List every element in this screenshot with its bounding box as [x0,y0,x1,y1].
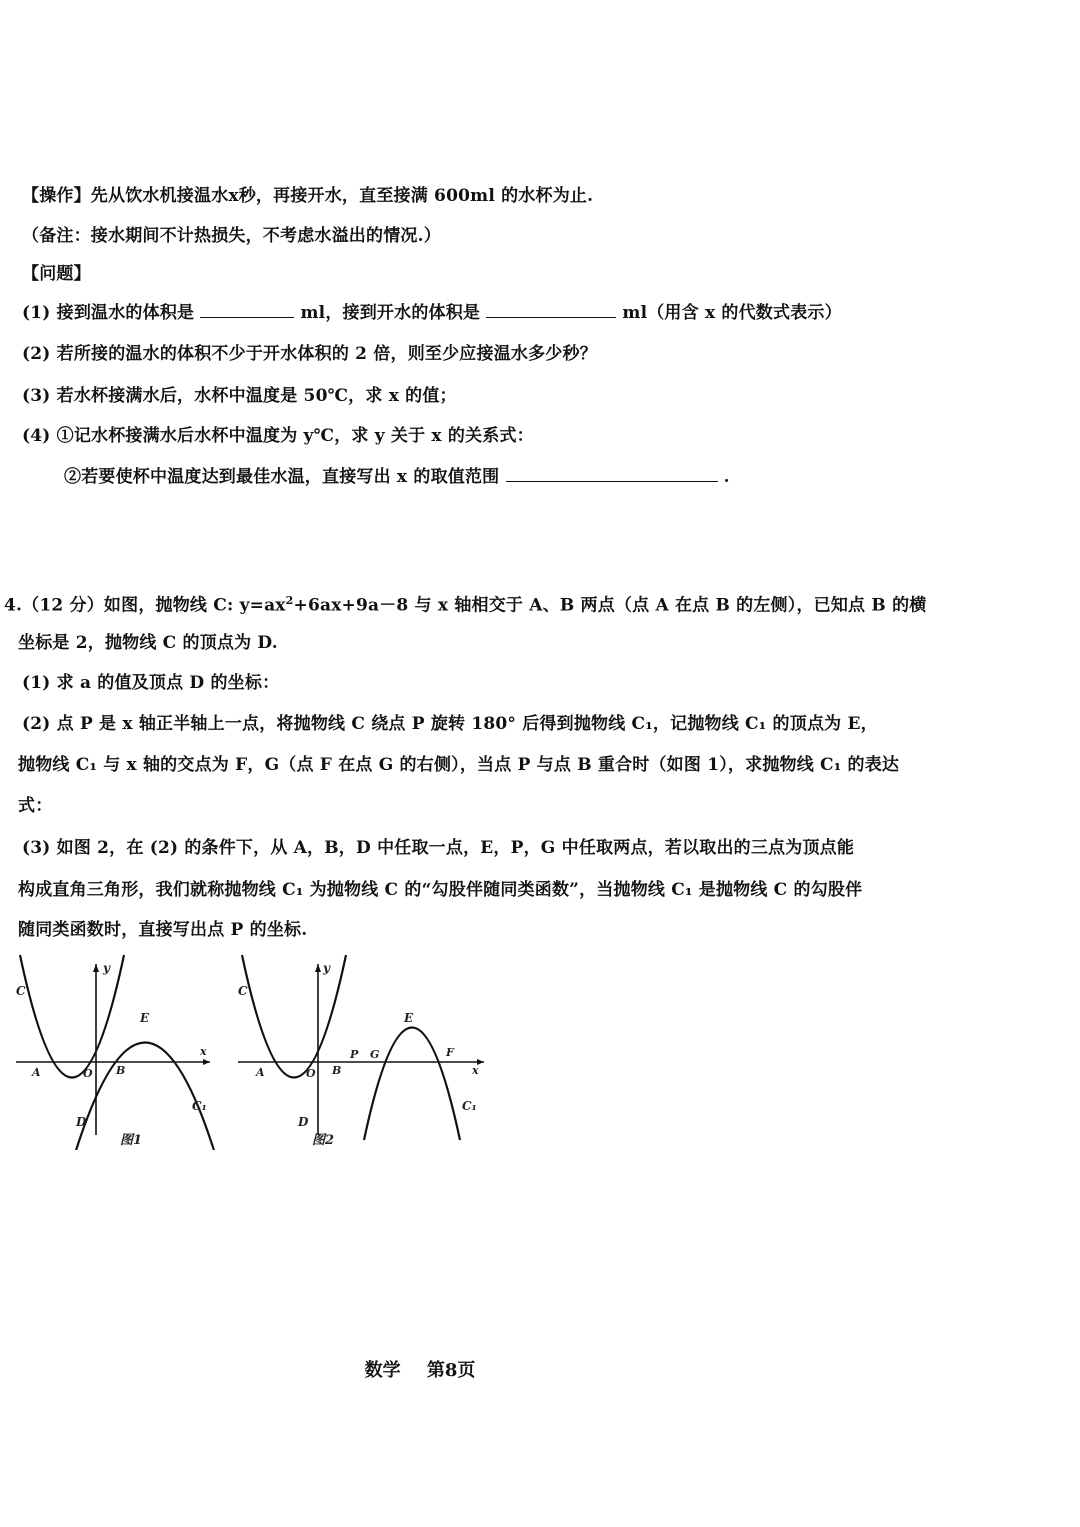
operation-text: 【操作】先从饮水机接温水x秒，再接开水，直至接满 600ml 的水杯为止. [22,186,594,206]
question-1 [22,301,842,325]
figure-2-caption: 图2 [312,1133,335,1148]
figure-1-caption: 图1 [120,1133,143,1148]
sub-question-1: (1) 求 a 的值及顶点 D 的坐标： [22,673,280,693]
p4-exponent: 2 [285,594,294,607]
question-4-2 [64,465,730,489]
q1-part-b: ml，接到开水的体积是 [300,303,481,323]
label-y: y [323,961,330,975]
sub-question-2-line1: (2) 点 P 是 x 轴正半轴上一点，将抛物线 C 绕点 P 旋转 180° 后得到抛物线 C₁，记抛物线 C₁ 的顶点为 E， [22,714,878,734]
label-b: B [116,1064,126,1077]
figure-1 [10,950,220,1154]
note-text: （备注：接水期间不计热损失，不考虑水溢出的情况.） [22,226,441,246]
sub-question-2-line2: 抛物线 C₁ 与 x 轴的交点为 F，G（点 F 在点 G 的右侧），当点 P 与点 B 重合时（如图 1），求抛物线 C₁ 的表达 [18,755,900,775]
q4-2-end: . [723,467,730,487]
question-header: 【问题】 [22,264,91,284]
p4-line1-a: 4.（12 分）如图，抛物线 C: y=ax [4,595,286,616]
label-c1: C₁ [192,1099,207,1113]
q1-part-a: (1) 接到温水的体积是 [22,303,195,323]
sub-question-3-line1: (3) 如图 2，在 (2) 的条件下，从 A，B，D 中任取一点，E，P，G 中任取两点，若以取出的三点为顶点能 [22,838,855,858]
label-d: D [298,1115,309,1129]
label-c1: C₁ [462,1099,477,1113]
label-o: O [306,1067,316,1080]
parabola-c [242,955,346,1078]
label-o: O [83,1067,93,1080]
q1-part-c: ml（用含 x 的代数式表示） [622,303,842,323]
label-b: B [332,1064,342,1077]
label-x: x [472,1064,479,1077]
problem4-line2: 坐标是 2，抛物线 C 的顶点为 D. [18,633,278,653]
page-footer [0,1356,840,1382]
label-p: P [350,1048,359,1061]
problem4-line1 [4,589,926,618]
question-2: (2) 若所接的温水的体积不少于开水体积的 2 倍，则至少应接温水多少秒？ [22,344,597,364]
label-g: G [370,1048,380,1061]
sub-question-3-line2: 构成直角三角形，我们就称抛物线 C₁ 为抛物线 C 的“勾股伴随同类函数”，当抛物线 C₁ 是抛物线 C 的勾股伴 [18,880,863,900]
sub-question-3-line3: 随同类函数时，直接写出点 P 的坐标. [18,920,308,940]
label-c: C [16,984,26,998]
label-e: E [140,1011,150,1025]
footer-page: 第8页 [426,1360,476,1381]
question-4-1: (4) ①记水杯接满水后水杯中温度为 y℃，求 y 关于 x 的关系式： [22,426,534,446]
footer-subject: 数学 [364,1360,401,1381]
q4-2-blank[interactable] [506,465,718,482]
question-3: (3) 若水杯接满水后，水杯中温度是 50℃，求 x 的值； [22,386,457,406]
sub-question-2-line3: 式： [18,796,53,816]
label-e: E [404,1011,414,1025]
label-f: F [446,1046,454,1059]
label-a: A [256,1066,265,1079]
label-x: x [200,1045,207,1058]
q1-blank-2[interactable] [486,301,616,318]
q1-blank-1[interactable] [200,301,294,318]
p4-line1-b: +6ax+9a－8 与 x 轴相交于 A、B 两点（点 A 在点 B 的左侧），已知点 B 的横 [293,595,927,616]
label-d: D [76,1115,87,1129]
figure-2 [232,950,492,1154]
label-y: y [103,961,110,975]
label-a: A [32,1066,41,1079]
label-c: C [238,984,248,998]
parabola-c1 [364,1028,460,1141]
q4-2-text: ②若要使杯中温度达到最佳水温，直接写出 x 的取值范围 [64,467,500,487]
